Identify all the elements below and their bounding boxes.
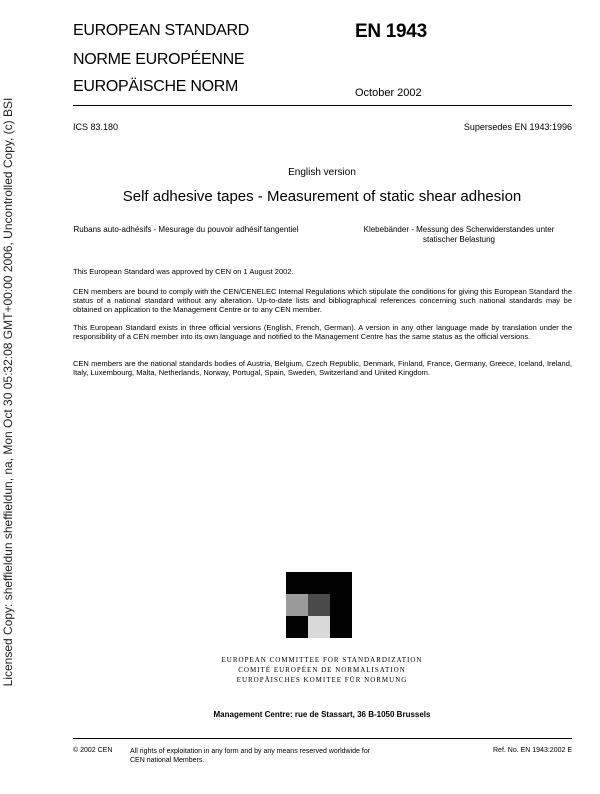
standard-number: EN 1943 — [355, 21, 427, 42]
rights-notice: All rights of exploitation in any form and by any means reserved worldwide for CEN national Members. — [130, 748, 371, 764]
copyright-notice: © 2002 CEN — [73, 747, 113, 754]
document-title: Self adhesive tapes - Measurement of static shear adhesion — [122, 188, 522, 205]
standard-type-english: EUROPEAN STANDARD — [73, 22, 249, 39]
logo-cell — [308, 594, 330, 616]
document-title-french: Rubans auto-adhésifs - Mesurage du pouvoir adhésif tangentiel — [73, 225, 299, 234]
ics-code: ICS 83.180 — [73, 122, 119, 132]
publication-date: October 2002 — [355, 87, 422, 99]
organization-name-german: EUROPÄISCHES KOMITEE FÜR NORMUNG — [236, 676, 408, 684]
logo-cell — [330, 594, 352, 616]
versions-paragraph: This European Standard exists in three official versions (English, French, German). A version in any other language made by translation under the responsibility of a CEN member into its own language and notified to the Management Centre has the same status as the official versions. — [73, 323, 572, 341]
cen-logo — [286, 572, 352, 638]
members-paragraph: CEN members are the national standards bodies of Austria, Belgium, Czech Republic, Denmark, Finland, France, Germany, Greece, Iceland, Ireland, Italy, Luxembourg, Malta, Netherlands, Norway, Portugal, Spain, Sweden, Switzerland and United Kingdom. — [73, 359, 572, 377]
logo-cell — [308, 616, 330, 638]
logo-cell — [330, 616, 352, 638]
approval-paragraph: This European Standard was approved by CEN on 1 August 2002. — [73, 267, 294, 276]
standard-type-german: EUROPÄISCHE NORM — [73, 78, 238, 95]
logo-cell — [286, 572, 308, 594]
logo-cell — [330, 572, 352, 594]
top-divider — [73, 105, 572, 106]
supersedes-note: Supersedes EN 1943:1996 — [463, 122, 572, 132]
organization-name-french: COMITÉ EUROPÉEN DE NORMALISATION — [238, 666, 406, 674]
logo-cell — [286, 594, 308, 616]
organization-name-english: EUROPEAN COMMITTEE FOR STANDARDIZATION — [221, 656, 423, 664]
version-label: English version — [288, 167, 356, 178]
logo-cell — [286, 616, 308, 638]
license-stamp: Licensed Copy: sheffieldun sheffieldun, na, Mon Oct 30 05:32:08 GMT+00:00 2006, Uncontrolled Copy, (c) BSI — [1, 97, 15, 687]
organization-block — [0, 655, 600, 685]
management-centre-address: Management Centre: rue de Stassart, 36 B-1050 Brussels — [213, 710, 431, 719]
logo-cell — [308, 572, 330, 594]
bottom-divider — [73, 738, 572, 739]
standard-type-french: NORME EUROPÉENNE — [73, 51, 245, 68]
document-title-german: Klebebänder - Messung des Scherwiderstandes unter statischer Belastung — [363, 225, 555, 244]
compliance-paragraph: CEN members are bound to comply with the CEN/CENELEC Internal Regulations which stipulate the conditions for giving this European Standard the status of a national standard without any alteration. Up-to-date lists and bibliographical references concerning such national standards may be obtained on application to the Management Centre or to any CEN member. — [73, 287, 572, 314]
reference-number: Ref. No. EN 1943:2002 E — [493, 747, 572, 754]
